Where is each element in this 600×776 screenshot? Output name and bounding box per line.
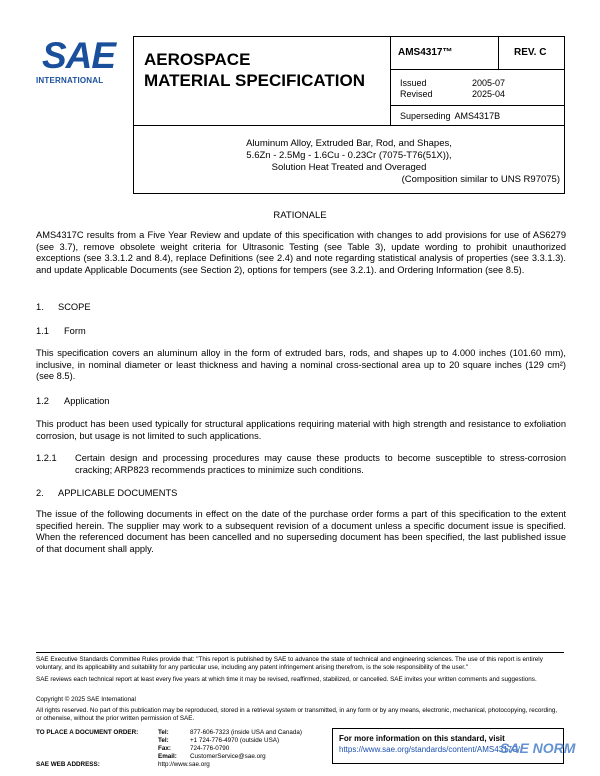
web-link[interactable]: http://www.sae.org — [158, 761, 210, 768]
divider — [498, 37, 499, 69]
revised-label: Revised — [400, 89, 433, 99]
logo-subtitle: INTERNATIONAL — [36, 76, 104, 85]
web-label: SAE WEB ADDRESS: — [36, 761, 100, 768]
section-1-2-1 — [36, 453, 566, 476]
document-subject — [133, 126, 565, 194]
subject-line: Aluminum Alloy, Extruded Bar, Rod, and Shapes, — [246, 138, 452, 149]
document-header — [133, 36, 565, 126]
subject-line: Solution Heat Treated and Overaged — [271, 162, 427, 173]
footer-rules: SAE Executive Standards Committee Rules provide that: "This report is published by SAE to advance the state of technical and engineering sciences. The use of this report is entirely voluntary, and its applicability and suitability for any particular use, including any patent infringement arising therefrom, is the sole responsibility of the user." — [36, 656, 543, 671]
section-1-heading — [36, 302, 91, 312]
section-number: 1.1 — [36, 326, 49, 336]
footer-rights: All rights reserved. No part of this publication may be reproduced, stored in a retrieval system or transmitted, in any form or by any means, electronic, mechanical, photocopying, recording, or otherwise, without the prior written permission of SAE. — [36, 707, 558, 722]
phone-intl[interactable]: +1 724-776-4970 (outside USA) — [190, 737, 280, 744]
section-1-2-text: This product has been used typically for structural applications requiring material with high strength and resistance to exfoliation corrosion, but usage is not limited to such applications. — [36, 419, 566, 441]
section-text: Certain design and processing procedures may cause these products to become susceptible to stress-corrosion cracking; ARP823 recommends practices to minimize such conditions. — [75, 453, 566, 475]
more-info-title: For more information on this standard, visit — [339, 734, 505, 743]
order-label: TO PLACE A DOCUMENT ORDER: — [36, 729, 139, 736]
section-2-text: The issue of the following documents in effect on the date of the purchase order forms a part of this specification to the extent specified herein. The supplier may work to a subsequent revision of a document unless a specific document issue is specified. When the referenced document has been cancelled and no superseding document has been specified, the last published issue of that document shall apply. — [36, 509, 566, 554]
fax-label: Fax: — [158, 745, 171, 752]
title-line-2: MATERIAL SPECIFICATION — [144, 71, 365, 90]
section-number: 1.2 — [36, 396, 49, 406]
subject-line: (Composition similar to UNS R97075) — [401, 174, 560, 185]
superseding-info — [400, 111, 500, 121]
subject-line: 5.6Zn - 2.5Mg - 1.6Cu - 0.23Cr (7075-T76(51X)), — [246, 150, 452, 161]
rationale-heading: RATIONALE — [273, 210, 327, 221]
section-number: 1. — [36, 302, 44, 312]
email-link[interactable]: CustomerService@sae.org — [190, 753, 266, 760]
section-2-heading — [36, 488, 177, 498]
section-1-1-heading — [36, 326, 86, 336]
order-contact — [36, 729, 336, 769]
rationale-text: AMS4317C results from a Five Year Review and update of this specification with changes to add provisions for use of AS6279 (see 3.7), remove obsolete weight criteria for Ultrasonic Testing (see Table 3), update wording to prohibit unauthorized exceptions (see 3.3.1.2 and 8.4), replace Definitions (see 2.4) and note regarding statistical analysis of properties (see 3.3.1.3). and update Applicable Documents (see Section 2), options for tempers (see 3.2.1). and Ordering Information (see 8.5). — [36, 230, 566, 275]
footer-copyright: Copyright © 2025 SAE International — [36, 696, 136, 703]
revision-label: REV. C — [514, 47, 547, 58]
divider — [390, 105, 565, 106]
title-line-1: AEROSPACE — [144, 50, 251, 69]
document-number: AMS4317™ — [398, 47, 453, 58]
phone-us[interactable]: 877-606-7323 (inside USA and Canada) — [190, 729, 303, 736]
superseding-value: AMS4317B — [454, 111, 501, 121]
divider — [390, 37, 391, 125]
section-title: Form — [64, 326, 86, 336]
section-1-2-heading — [36, 396, 109, 406]
footer-divider — [36, 652, 564, 653]
divider — [390, 69, 565, 70]
sae-logo — [36, 35, 120, 88]
logo-brand: SAE — [42, 35, 116, 76]
section-title: Application — [64, 396, 110, 406]
footer-review: SAE reviews each technical report at least every five years at which time it may be revised, reaffirmed, stabilized, or cancelled. SAE invites your written comments and suggestions. — [36, 676, 537, 683]
fax-number: 724-776-0790 — [190, 745, 230, 752]
section-number: 2. — [36, 488, 44, 498]
email-label: Email: — [158, 753, 177, 760]
section-number: 1.2.1 — [36, 453, 57, 463]
section-title: APPLICABLE DOCUMENTS — [58, 488, 178, 498]
tel-label: Tel: — [158, 729, 169, 736]
section-title: SCOPE — [58, 302, 91, 312]
section-1-1-text: This specification covers an aluminum alloy in the form of extruded bars, rods, and shapes up to 4.000 inches (101.60 mm), inclusive, in nominal diameter or least thickness and having a nominal cross-sectional area up to 20 square inches (129 cm²) (see 8.5). — [36, 348, 566, 382]
standard-url-link[interactable]: https://www.sae.org/standards/content/AMS4317C/ — [339, 745, 520, 754]
tel-label: Tel: — [158, 737, 169, 744]
watermark-logo: SAE NORM — [500, 740, 576, 756]
superseding-label: Superseding — [400, 111, 451, 121]
revised-date: 2025-04 — [472, 89, 506, 99]
document-type-title — [144, 49, 365, 91]
issued-date: 2005-07 — [472, 78, 506, 88]
issued-label: Issued — [400, 78, 427, 88]
